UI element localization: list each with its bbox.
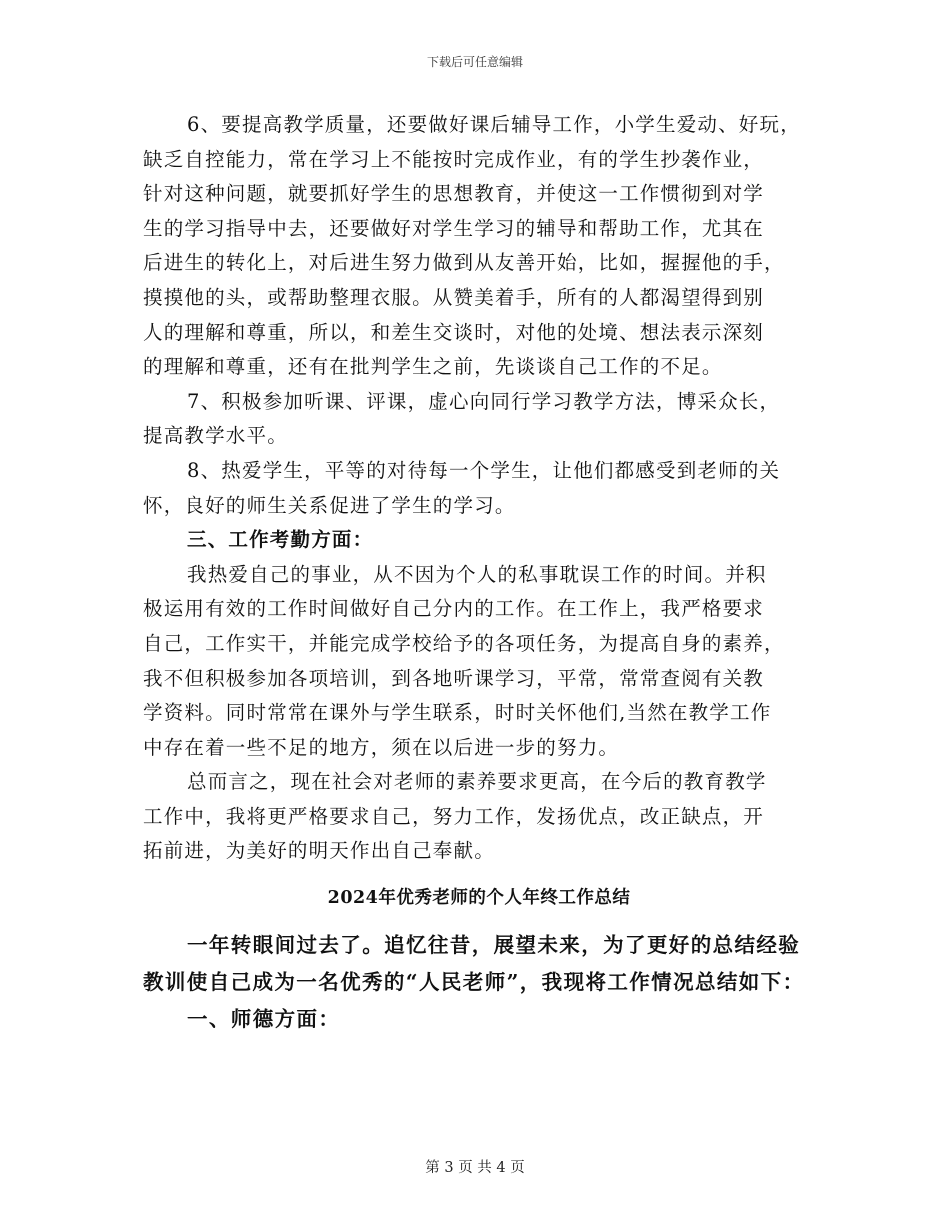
intro-line: 一年转眼间过去了。追忆往昔，展望未来，为了更好的总结经验 [187, 933, 801, 958]
document-body [143, 108, 815, 1038]
page-number: 第 3 页 共 4 页 [425, 1160, 525, 1176]
paragraph-line: 怀，良好的师生关系促进了学生的学习。 [143, 493, 516, 517]
section-heading: 三、工作考勤方面： [187, 528, 374, 552]
paragraph-line: 6、要提高教学质量，还要做好课后辅导工作，小学生爱动、好玩， [187, 113, 801, 136]
paragraph-line: 我热爱自己的事业，从不因为个人的私事耽误工作的时间。并积 [187, 562, 767, 586]
paragraph-line: 后进生的转化上，对后进生努力做到从友善开始，比如，握握他的手， [143, 251, 785, 275]
paragraph-line: 的理解和尊重，还有在批判学生之前，先谈谈自己工作的不足。 [143, 355, 723, 379]
paragraph-line: 总而言之，现在社会对老师的素养要求更高，在今后的教育教学 [187, 770, 767, 794]
paragraph-line: 8、热爱学生，平等的对待每一个学生，让他们都感受到老师的关 [187, 458, 781, 482]
paragraph-line: 中存在着一些不足的地方，须在以后进一步的努力。 [143, 735, 620, 759]
paragraph-line: 自己，工作实干，并能完成学校给予的各项任务，为提高自身的素养， [143, 631, 785, 655]
paragraph-line: 工作中，我将更严格要求自己，努力工作，发扬优点，改正缺点，开 [143, 804, 765, 828]
paragraph-line: 针对这种问题，就要抓好学生的思想教育，并使这一工作惯彻到对学 [143, 182, 765, 206]
paragraph-line: 人的理解和尊重，所以，和差生交谈时，对他的处境、想法表示深刻 [143, 320, 765, 344]
intro-line: 教训使自己成为一名优秀的“人民老师”，我现将工作情况总结如下： [143, 970, 805, 995]
paragraph-line: 拓前进，为美好的明天作出自己奉献。 [143, 839, 495, 863]
page-header-note: 下载后可任意编辑 [426, 55, 523, 69]
document-title: 2024年优秀老师的个人年终工作总结 [327, 888, 631, 909]
section-heading: 一、师德方面： [187, 1007, 341, 1032]
paragraph-line: 摸摸他的头，或帮助整理衣服。从赞美着手，所有的人都渴望得到别 [143, 285, 765, 309]
paragraph-line: 生的学习指导中去，还要做好对学生学习的辅导和帮助工作，尤其在 [143, 216, 765, 240]
paragraph-line: 极运用有效的工作时间做好自己分内的工作。在工作上，我严格要求 [143, 597, 765, 621]
paragraph-line: 提高教学水平。 [143, 424, 288, 448]
paragraph-line: 7、积极参加听课、评课，虚心向同行学习教学方法，博采众长， [187, 389, 781, 413]
paragraph-line: 我不但积极参加各项培训，到各地听课学习，平常，常常查阅有关教 [143, 666, 765, 690]
paragraph-line: 缺乏自控能力，常在学习上不能按时完成作业，有的学生抄袭作业， [143, 147, 765, 171]
paragraph-line: 学资料。同时常常在课外与学生联系，时时关怀他们,当然在教学工作 [143, 701, 772, 725]
